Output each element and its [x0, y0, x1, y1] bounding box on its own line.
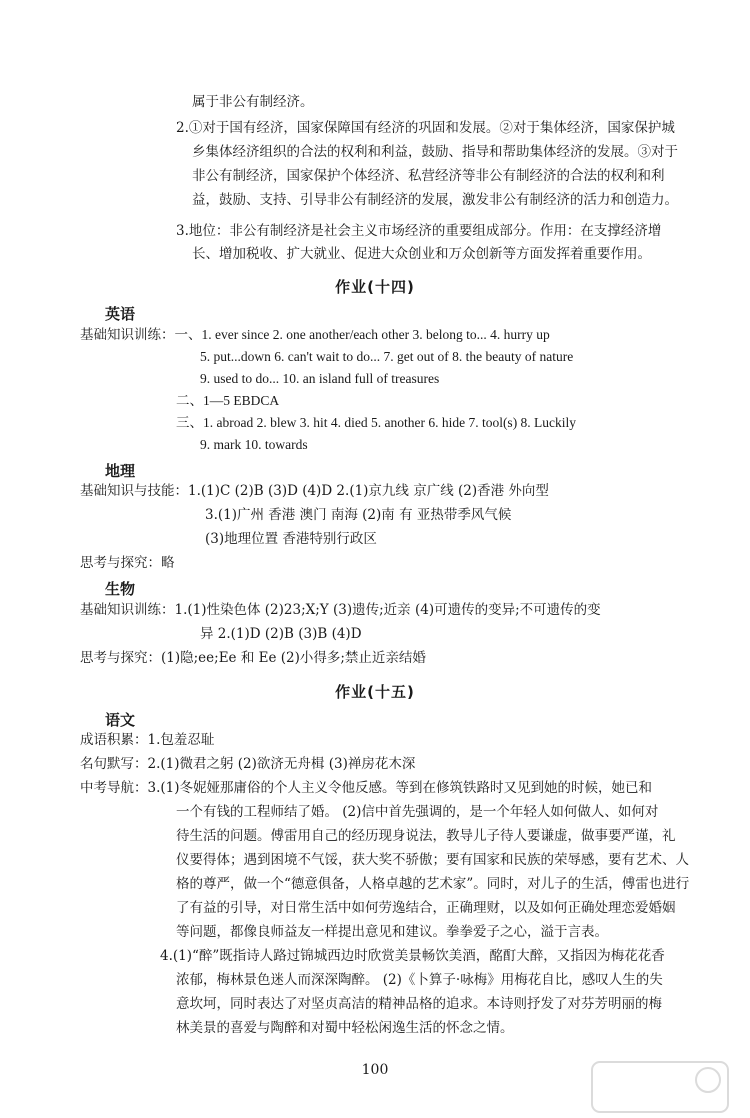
- text-line: 成语积累：1.包羞忍耻: [80, 732, 215, 748]
- text-line: 一个有钱的工程师结了婚。 (2)信中首先强调的，是一个年轻人如何做人、如何对: [176, 804, 659, 820]
- text-line: 思考与探究：(1)隐;ee;Ee 和 Ee (2)小得多;禁止近亲结婚: [80, 650, 426, 666]
- section-title: 作业(十五): [335, 683, 415, 701]
- text-line: 基础知识训练：1.(1)性染色体 (2)23;X;Y (3)遗传;近亲 (4)可遗传的变异;不可遗传的变: [80, 602, 601, 618]
- text-line: 5. put...down 6. can't wait to do... 7. get out of 8. the beauty of nature: [200, 349, 574, 364]
- text-line: 非公有制经济，国家保护个体经济、私营经济等非公有制经济的合法的权利和利: [192, 168, 665, 184]
- text-line: 基础知识训练：一、1. ever since 2. one another/each other 3. belong to... 4. hurry up: [80, 327, 550, 342]
- subject-heading: 英语: [105, 305, 136, 323]
- text-line: 乡集体经济组织的合法的权利和利益，鼓励、指导和帮助集体经济的发展。③对于: [192, 144, 678, 160]
- text-line: 异 2.(1)D (2)B (3)B (4)D: [200, 626, 362, 642]
- page-number: 100: [361, 1062, 389, 1078]
- text-line: 基础知识与技能：1.(1)C (2)B (3)D (4)D 2.(1)京九线 京广线 (2)香港 外向型: [80, 483, 549, 499]
- text-line: 三、1. abroad 2. blew 3. hit 4. died 5. another 6. hide 7. tool(s) 8. Luckily: [176, 415, 577, 430]
- text-line: 中考导航：3.(1)冬妮娅那庸俗的个人主义令他反感。等到在修筑铁路时又见到她的时候，她已和: [80, 780, 653, 796]
- subject-heading: 生物: [105, 580, 136, 598]
- section-title: 作业(十四): [335, 278, 415, 296]
- text-line: 9. used to do... 10. an island full of treasures: [200, 371, 440, 386]
- text-line: 仪要得体；遇到困境不气馁，获大奖不骄傲；要有国家和民族的荣辱感，要有艺术、人: [176, 852, 689, 868]
- watermark-logo: [590, 1060, 730, 1114]
- text-line: 长、增加税收、扩大就业、促进大众创业和万众创新等方面发挥着重要作用。: [192, 246, 651, 262]
- subject-heading: 地理: [105, 462, 136, 480]
- text-line: (3)地理位置 香港特别行政区: [205, 531, 377, 547]
- text-line: 名句默写：2.(1)微君之躬 (2)欲济无舟楫 (3)禅房花木深: [80, 756, 416, 772]
- text-line: 格的尊严，做一个“德意俱备，人格卓越的艺术家”。同时，对儿子的生活，傅雷也进行: [176, 876, 690, 892]
- text-line: 待生活的问题。傅雷用自己的经历现身说法，教导儿子待人要谦虚，做事要严谨，礼: [176, 828, 676, 844]
- text-line: 二、1—5 EBDCA: [176, 393, 280, 408]
- text-line: 等问题，都像良师益友一样提出意见和建议。拳拳爱子之心，溢于言表。: [176, 924, 608, 940]
- text-line: 意坎坷，同时表达了对坚贞高洁的精神品格的追求。本诗则抒发了对芬芳明丽的梅: [176, 996, 662, 1012]
- text-line: 2.①对于国有经济，国家保障国有经济的巩固和发展。②对于集体经济，国家保护城: [176, 120, 675, 136]
- text-line: 浓郁，梅林景色迷人而深深陶醉。 (2)《卜算子·咏梅》用梅花自比，感叹人生的失: [176, 972, 663, 988]
- text-line: 9. mark 10. towards: [200, 437, 308, 452]
- text-line: 3.地位：非公有制经济是社会主义市场经济的重要组成部分。作用：在支撑经济增: [176, 223, 662, 239]
- text-line: 思考与探究：略: [80, 555, 175, 571]
- text-line: 属于非公有制经济。: [192, 94, 314, 110]
- text-line: 3.(1)广州 香港 澳门 南海 (2)南 有 亚热带季风气候: [205, 507, 512, 523]
- text-line: 了有益的引导，对日常生活中如何劳逸结合，正确理财，以及如何正确处理恋爱婚姻: [176, 900, 676, 916]
- text-line: 林美景的喜爱与陶醉和对蜀中轻松闲逸生活的怀念之情。: [176, 1020, 514, 1036]
- subject-heading: 语文: [105, 711, 136, 729]
- text-line: 4.(1)“醉”既指诗人路过锦城西边时欣赏美景畅饮美酒，酩酊大醉，又指因为梅花花香: [160, 948, 665, 964]
- text-line: 益，鼓励、支持、引导非公有制经济的发展，激发非公有制经济的活力和创造力。: [192, 192, 678, 208]
